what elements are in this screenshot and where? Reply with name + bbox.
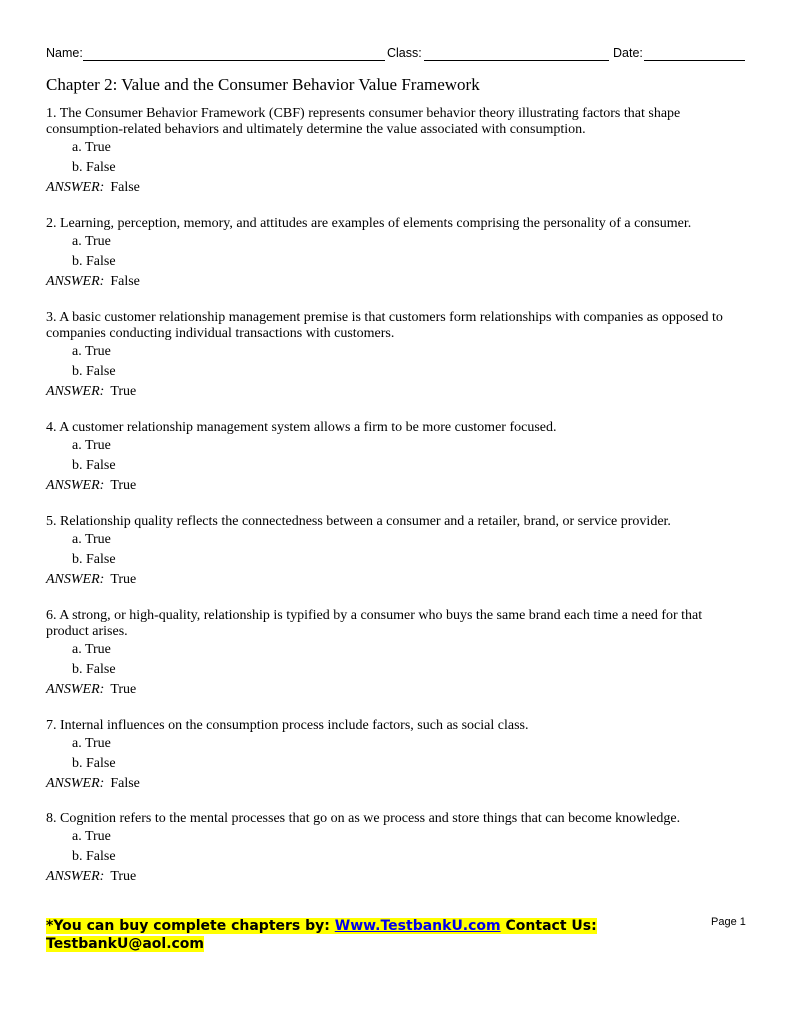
student-info-header <box>46 46 745 64</box>
answer-label: ANSWER: <box>46 776 105 791</box>
question-5 <box>46 514 746 590</box>
option-a: a. True <box>72 736 111 751</box>
date-label: Date: <box>613 46 643 60</box>
name-label: Name: <box>46 46 83 60</box>
promo-contact: Contact Us: <box>500 918 597 934</box>
answer-label: ANSWER: <box>46 572 105 587</box>
option-b: b. False <box>72 254 116 269</box>
chapter-title: Chapter 2: Value and the Consumer Behavior Value Framework <box>46 75 480 94</box>
answer-value: True <box>110 682 137 697</box>
answer-label: ANSWER: <box>46 478 105 493</box>
answer-line <box>46 867 746 887</box>
answer-label: ANSWER: <box>46 682 105 697</box>
answer-line <box>46 382 746 402</box>
option-a: a. True <box>72 642 111 657</box>
answer-value: False <box>110 274 140 289</box>
answer-line <box>46 570 746 590</box>
class-blank[interactable] <box>424 60 609 61</box>
answer-label: ANSWER: <box>46 869 105 884</box>
option-a: a. True <box>72 438 111 453</box>
question-stem: 7. Internal influences on the consumption process include factors, such as social class. <box>46 718 529 733</box>
answer-value: True <box>110 384 137 399</box>
promo-banner <box>46 917 606 953</box>
answer-label: ANSWER: <box>46 274 105 289</box>
question-2 <box>46 216 746 292</box>
option-b: b. False <box>72 160 116 175</box>
question-7 <box>46 718 746 794</box>
question-stem: 2. Learning, perception, memory, and attitudes are examples of elements comprising the personality of a consumer. <box>46 216 692 231</box>
answer-label: ANSWER: <box>46 384 105 399</box>
answer-line <box>46 680 746 700</box>
answer-line <box>46 178 746 198</box>
question-4 <box>46 420 746 496</box>
answer-line <box>46 774 746 794</box>
question-stem: 5. Relationship quality reflects the connectedness between a consumer and a retailer, brand, or service provider. <box>46 514 671 529</box>
option-b: b. False <box>72 662 116 677</box>
option-b: b. False <box>72 364 116 379</box>
date-blank[interactable] <box>644 60 745 61</box>
option-b: b. False <box>72 458 116 473</box>
option-b: b. False <box>72 552 116 567</box>
answer-line <box>46 476 746 496</box>
option-b: b. False <box>72 849 116 864</box>
answer-line <box>46 272 746 292</box>
question-3 <box>46 310 746 402</box>
answer-value: False <box>110 776 140 791</box>
option-a: a. True <box>72 344 111 359</box>
promo-prefix: *You can buy complete chapters by: <box>46 918 335 934</box>
contact-email[interactable]: TestbankU@aol.com <box>46 936 205 952</box>
question-8 <box>46 811 746 887</box>
question-stem: 4. A customer relationship management system allows a firm to be more customer focused. <box>46 420 557 435</box>
question-1 <box>46 106 746 198</box>
option-b: b. False <box>72 756 116 771</box>
page-number: Page 1 <box>711 916 746 928</box>
testbank-link[interactable]: Www.TestbankU.com <box>334 918 501 934</box>
question-stem: 6. A strong, or high-quality, relationship is typified by a consumer who buys the same brand each time a need for that product arises. <box>46 608 703 639</box>
answer-value: True <box>110 572 137 587</box>
option-a: a. True <box>72 140 111 155</box>
question-stem: 1. The Consumer Behavior Framework (CBF) represents consumer behavior theory illustrating factors that shape consumption-related behaviors and ultimately determine the value associated with consumption. <box>46 106 681 137</box>
answer-value: False <box>110 180 140 195</box>
question-6 <box>46 608 746 700</box>
option-a: a. True <box>72 532 111 547</box>
question-stem: 3. A basic customer relationship management premise is that customers form relationships with companies as opposed to companies conducting individual transactions with customers. <box>46 310 723 341</box>
answer-label: ANSWER: <box>46 180 105 195</box>
answer-value: True <box>110 869 137 884</box>
option-a: a. True <box>72 829 111 844</box>
question-stem: 8. Cognition refers to the mental processes that go on as we process and store things that can become knowledge. <box>46 811 681 826</box>
answer-value: True <box>110 478 137 493</box>
class-label: Class: <box>387 46 422 60</box>
option-a: a. True <box>72 234 111 249</box>
name-blank[interactable] <box>83 60 385 61</box>
